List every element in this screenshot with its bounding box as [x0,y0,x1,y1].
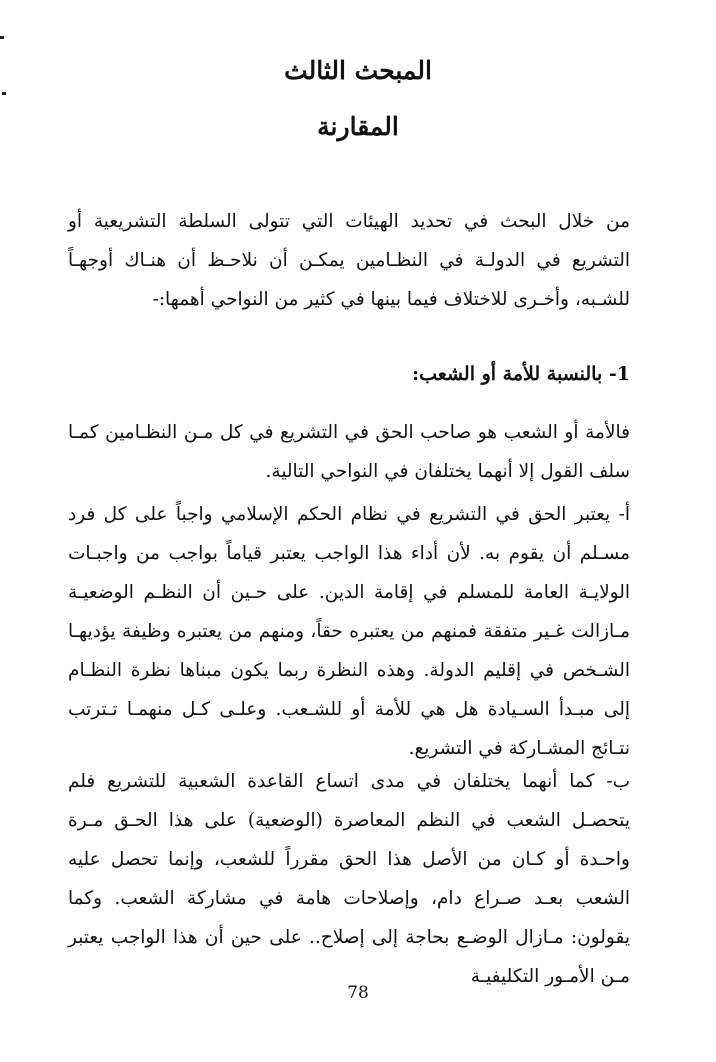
list-item-a [68,495,630,768]
page-number: 78 [347,983,369,1003]
subheading-nation-or-people: 1- بالنسبة للأمة أو الشعب: [412,363,630,385]
list-item-b-text: كما أنهما يختلفان في مدى اتساع القاعدة الشعبية للتشريع فلم يتحصـل الشعب في النظم المعاصرة (الوضعية) على هذا الحـق مـرة واحـدة أو كـان من الأصل هذا الحق مقرراً للشعب، وإنما تحصل عليه الشعب بعـد صـراع دام، وإصلاحات هامة في مشاركة الشعب. وكما يقولون: مـازال الوضـع بحاجة إلى إصلاح.. على حين أن هذا الواجب يعتبر مـن الأمـور التكليفيـة [68,771,630,987]
scan-mark [2,92,6,95]
intro-paragraph: من خلال البحث في تحديد الهيئات التي تتولى السلطة التشريعية أو التشريع في الدولـة في النظـامين يمكـن أن نلاحـظ أن هنـاك أوجهـاً للشـبه، وأخـرى للاختلاف فيما بينها في كثير من النواحي أهمها:- [68,211,631,310]
chapter-title: المبحث الثالث [284,56,432,85]
section-title: المقارنة [317,112,399,141]
list-item-a-text: يعتبر الحق في التشريع في نظام الحكم الإسلامي واجباً على كل فرد مسـلم أن يقوم به. لأن أداء هذا الواجب يعتبر قياماً بواجب من واجبـات الولايـة العامة للمسلم في إقامة الدين. على حـين أن النظـم الوضعيـة مـازالت غـير متفقة فمنهم من يعتبره حقاً، ومنهم من يعتبره وظيفة يؤديهـا الشـخص في إقليم الدولة. وهذه النظرة ربما يكون مبناها نظرة النظـام إلى مبـدأ السـيادة هل هي للأمة أو للشـعب. وعلـى كـل منهمـا تـترتب نتـائج المشـاركة في التشريع. [68,504,630,759]
list-item-b-label: ب- [606,771,630,792]
paragraph-right-holder: فالأمة أو الشعب هو صاحب الحق في التشريع في كل مـن النظـامين كمـا سلف القول إلا أنهما يختلفان في النواحي التالية. [68,422,630,482]
list-item-a-label: أ- [618,504,630,525]
list-item-b [68,762,630,996]
scan-mark [0,36,4,39]
